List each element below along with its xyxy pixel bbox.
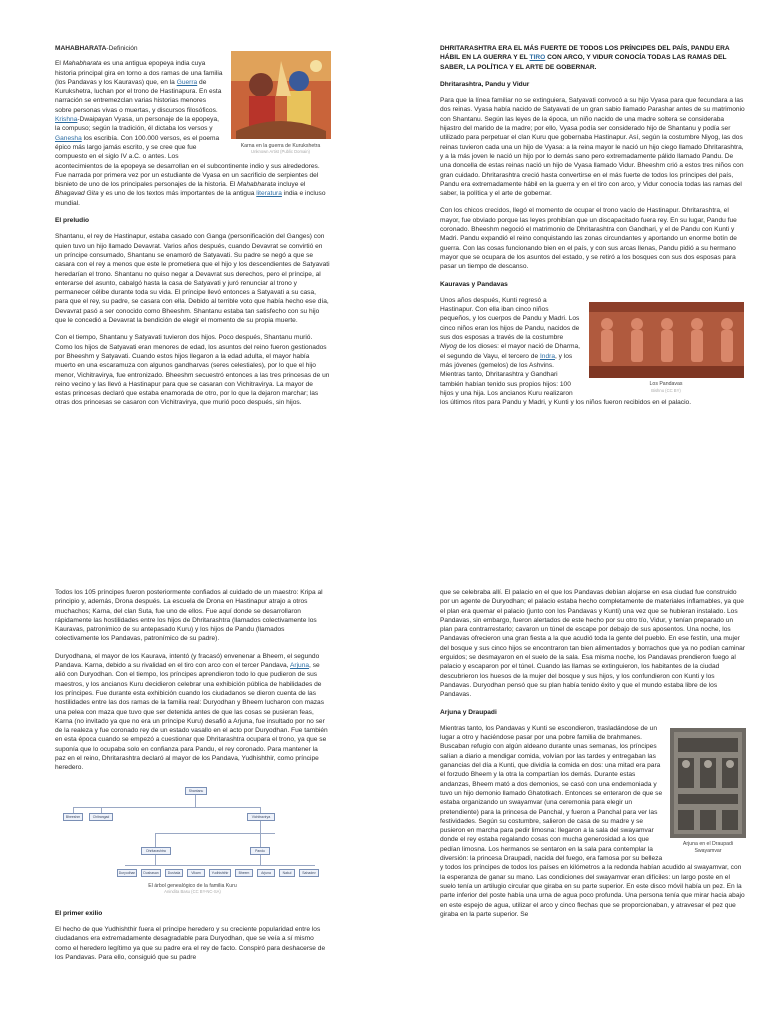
tree-node-kid-7: Arjuna [257, 869, 275, 877]
dhritarashtra-paragraph-2: Con los chicos crecidos, llegó el momento de ocupar el trono vacío de Hastinapur. Dhritarashtra, el mayor, fue obviado porque las leyes prohibían que un discapacitado fuera rey. En su lugar, Pandu fue coronado. Bheeshm negoció el matrimonio de Dhritarashtra con Gandhari, y el de Pandu con Kunti y Madri. Pandu expandió el reino conquistando las zonas circundantes y aportando un enorme botín de guerra. Con las cosas funcionando bien en el país, y con sus arcas llenas, Pandu pidió a su hermano mayor que se ocupara de los asuntos del estado, y se retiró a los bosques con sus dos esposas para pasar un tiempo de descanso. [440, 207, 737, 271]
karna-caption: Karna en la guerra de Kurukshetra [240, 142, 321, 149]
figure-pandavas [587, 302, 745, 393]
pandavas-relief [589, 302, 744, 378]
tree-node-kid-3: Dushala [165, 869, 183, 877]
section-title-primer-exilio: El primer exilio [55, 909, 103, 917]
link-krishna[interactable]: Krishna [55, 116, 78, 124]
family-tree-figure [55, 781, 330, 899]
tree-node-kid-6: Bheem [235, 869, 253, 877]
primer-exilio-paragraph: El hecho de que Yudhishthir fuera el príncipe heredero y su creciente popularidad entre los ciudadanos era extremadamente desagradable para Duryodhan, que se veía a sí mismo como el heredero legítimo ya que su padre era el rey de facto. Conspiró para deshacerse de los Pandavas. Para ello, consiguió que su padre [55, 925, 326, 961]
dhritarashtra-paragraph-1: Para que la línea familiar no se extinguiera, Satyavati convocó a su hijo Vyasa para que fecundara a las dos reinas. Vyasa había nacido de Satyavati de un gran sabio llamado Parashar antes de su matrimonio con Shantanu. Según las leyes de la época, un niño nacido de una madre soltera se consideraba hijastro del marido de la madre; por ello, Vyasa podía ser considerado hijo de Shantanu y podía ser utilizado para perpetuar el clan Kuru que gobernaba Hastinapur. Así, según la costumbre Niyog, las dos reinas tuvieron cada una un hijo de Vyasa: a la reina mayor le nació un hijo ciego llamado Dhritarashtra, y a la más joven le nació un hijo por lo demás sano pero extremadamente pálido llamado Pandu. De una doncella de estas reinas nació un hijo de Vyasa llamado Vidur. Bheeshm crió a estos tres niños con gran cuidado. Dhritarashtra creció hasta convertirse en el más fuerte de todos los príncipes del país, Pandu era extremadamente hábil en la guerra y en el tiro con arco, y Vidur conocía todas las ramas del saber, la política y el arte de gobernar. [440, 97, 745, 198]
page1-right-column [440, 44, 745, 415]
tree-node-kid-2: Dushasan [141, 869, 161, 877]
tree-node-shantanu: Shantanu [185, 787, 207, 795]
tree-node-dhritarashtra: Dhritarashtra [141, 847, 171, 855]
arjuna-caption: Arjuna en el Draupadi Swayamvar [682, 841, 734, 854]
kauravas-paragraph: Unos años después, Kunti regresó a Hastinapur. Con ella iban cinco niños pequeños, y los cuerpos de Pandu y Madri. Los cinco niños eran los hijos de Pandu, nacidos de sus dos esposas a través de la costumbre Niyog de los dioses: el mayor nació de Dharma, el segundo de Vayu, el tercero de Indra, y los más jóvenes (gemelos) de los Ashvins. Mientras tanto, Dhritarashtra y Gandhari también habían tenido sus propios hijos: 100 hijos y una hija. Los ancianos Kuru realizaron los últimos ritos para Pandu y Madri, y Kunti y los niños fueron recibidos en el palacio. [440, 296, 692, 407]
figure-karna [229, 51, 332, 154]
pandavas-caption: Los Pandavas [649, 381, 683, 388]
lead-quote: DHRITARASHTRA ERA EL MÁS FUERTE DE TODOS LOS PRÍNCIPES DEL PAÍS, PANDU ERA HÁBIL EN LA GUERRA Y EL TIRO CON ARCO, Y VIDUR CONOCÍA TODAS LAS RAMAS DEL SABER, LA POLÍTICA Y EL ARTE DE GOBERNAR. [440, 45, 730, 71]
tree-node-kid-1: Duryodhan [118, 870, 136, 875]
page2-paragraph-2: Duryodhana, el mayor de los Kaurava, intentó (y fracasó) envenenar a Bheem, el segundo Pandava. Karna, debido a su rivalidad en el tiro con arco con el tercer Pandava, Arjuna, se alió con Duryodhan. Con el tiempo, los príncipes aprendieron todo lo que pudieron de sus maestros, y los ancianos Kuru decidieron celebrar una exhibición pública de habilidades de los príncipes. Fue durante esta exhibición cuando los ciudadanos se dieron cuenta de las hostilidades entre las dos ramas de la familia real: Duryodhan y Bheem lucharon con mazas una pelea con maza que tuvo que ser detenida antes de que las cosas se pusieran feas, Karna (no invitado ya que no era un príncipe Kuru) desafió a Arjuna, fue insultado por no ser de la realeza y fue coronado rey de un estado vasallo en el acto por Duryodhan. Fue también en esta época cuando se empezó a cuestionar que Dhritarashtra ocupara el trono, ya que se suponía que lo ocupaba solo en confianza para Pandu, el rey coronado. Para mantener la paz en el reino, Dhritarashtra declaró al mayor de los Pandava, Yudhishthir, como príncipe heredero. [55, 652, 328, 772]
article-heading: MAHABHARATA-Definición [55, 45, 138, 52]
link-arjuna[interactable]: Arjuna [289, 662, 310, 670]
section-title-arjuna: Arjuna y Draupadi [440, 708, 497, 716]
figure-arjuna [669, 728, 747, 854]
link-ganesha[interactable]: Ganesha [55, 134, 82, 142]
link-literatura[interactable]: literatura [256, 190, 282, 198]
page2-right-paragraph-1: que se celebraba allí. El palacio en el que los Pandavas debían alojarse en esa ciudad fue construido por un agente de Duryodhan; el palacio estaba hecho completamente de materiales inflamables, ya que el plan era quemar el palacio (junto con los Pandavas y Kunti) una vez que se hubieran instalado. Los Pandavas, sin embargo, fueron alertados de este hecho por su otro tío, Vidur, y tenían preparado un plan para contrarrestarlo; cavaron un túnel de escape por debajo de sus aposentos. Una noche, los Pandavas ofrecieron una gran fiesta a la que acudió toda la gente del pueblo. En ese festín, una mujer del bosque y sus cinco hijos se encontraron tan bien alimentados y borrachos que ya no podían caminar erguidos; se desmayaron en el suelo de la sala. Esa misma noche, los Pandavas prendieron fuego al palacio y escaparon por el túnel. Cuando las llamas se extinguieron, los habitantes de la ciudad descubrieron los huesos de la mujer del bosque y sus hijos, y los confundieron con Kunti y los Pandavas. Duryodhan pensó que su plan había tenido éxito y que el mundo estaba libre de los Pandavas. [440, 589, 745, 699]
section-title-dhritarashtra: Dhritarashtra, Pandu y Vidur [440, 80, 530, 88]
tree-credit: Anindita Basu (CC BY-NC-SA) [164, 889, 221, 895]
link-indra[interactable]: Indra [539, 352, 555, 360]
preludio-paragraph-1: Shantanu, el rey de Hastinapur, estaba casado con Ganga (personificación del Ganges) con quien tuvo un hijo llamado Devavrat. Varios años después, cuando Devavrat se convirtió en un príncipe consumado, Shantanu se enamoró de Satyavati. Su padre se negó a que se casara con el rey a menos que este le prometiera que el hijo y los descendientes de Satyavati heredarían el trono. Shantanu no quiso negar a Devavrat sus derechos, pero el príncipe, al enterarse del asunto, cabalgó hasta la casa de Satyavati y juró renunciar al trono y permanecer célibe durante toda su vida. El príncipe llevó entonces a Satyavati a su casa, para que el rey, su padre, se casara con ella. Debido al terrible voto que había hecho ese día, Devavrat pasó a ser conocido como Bheeshm. Shantanu estaba tan satisfecho con su hijo que le concedió a Devavrat la bendición de elegir el momento de su propia muerte. [55, 233, 330, 325]
arjuna-carving [670, 728, 746, 838]
tree-caption: El árbol genealógico de la familia Kuru [148, 882, 237, 889]
pandavas-credit: Bishnu (CC BY) [651, 387, 681, 393]
tree-node-kid-4: Vikarn [187, 869, 205, 877]
page1-left-column [55, 44, 330, 416]
section-title-kauravas: Kauravas y Pandavas [440, 280, 508, 288]
page2-paragraph-1: Todos los 105 príncipes fueron posteriormente confiados al cuidado de un maestro: Kripa al principio y, además, Drona después. La escuela de Drona en Hastinapur atrajo a otros muchachos; Karna, del clan Suta, fue uno de ellos. Fue aquí donde se desarrollaron rápidamente las hostilidades entre los hijos de Dhritarashtra (llamados colectivamente los Kauravas, patronímico de su antepasado Kuru) y los hijos de Pandu (llamados colectivamente los Pandavas, patronímico de su padre). [55, 589, 323, 643]
karna-painting [231, 51, 331, 139]
page-2 [0, 512, 768, 1024]
link-guerra[interactable]: Guerra [176, 78, 198, 86]
link-tiro[interactable]: TIRO [529, 54, 546, 62]
tree-node-vichitravirya: Vichitravirya [247, 813, 275, 821]
tree-node-pandu: Pandu [250, 847, 270, 855]
page2-left-column [55, 588, 330, 970]
tree-node-kid-8: Nakul [279, 869, 295, 877]
karna-credit: Unknown Artist (Public Domain) [251, 149, 310, 155]
tree-node-kid-9: Sahadev [299, 869, 319, 877]
page2-right-column [440, 588, 745, 927]
preludio-paragraph-2: Con el tiempo, Shantanu y Satyavati tuvieron dos hijos. Poco después, Shantanu murió. Como los hijos de Satyavati eran menores de edad, los asuntos del reino fueron gestionados por Bheeshm y Satyavati. Cuando estos hijos llegaron a la edad adulta, el mayor había muerto en una escaramuza con algunos gandharvas (seres celestiales), por lo que el hijo menor, Vichitravirya, fue entronizado. Bheeshm secuestró entonces a las tres princesas de un reino vecino y las llevó a Hastinapur para que se casaran con Vichitravirya. La mayor de estas princesas declaró que estaba enamorada de otro, por lo que la dejaron marchar; las otras dos princesas se casaron con Vichitravirya, que murió poco después, sin hijos. [55, 334, 330, 407]
page-1 [0, 0, 768, 510]
section-title-preludio: El preludio [55, 217, 90, 225]
tree-node-chitrangad: Chitrangad [89, 813, 113, 821]
intro-paragraph: El Mahabharata es una antigua epopeya india cuya historia principal gira en torno a dos ramas de una familia (los Pandavas y los Kauravas) que, en la Guerra de Kurukshetra, luchan por el trono de Hastinapura. En esta narración se entremezclan varias historias menores sobre personas vivas o muertas, y discursos filosóficos. Krishna-Dwaipayan Vyasa, un personaje de la epopeya, la compuso; según la tradición, él dictaba los versos y Ganesha los escribía. Con 100.000 versos, es el poema épico más largo jamás escrito, y se cree que fue compuesto en el siglo IV a.C. o antes. Los acontecimientos de la epopeya se desarrollan en el subcontinente indio y sus alrededores. Fue narrada por primera vez por un estudiante de Vyasa en un sacrificio de serpientes del bisnieto de uno de los principales personajes de la historia. El Mahabharata incluye el Bhagavad Gita y es uno de los textos más importantes de la antigua literatura india e incluso mundial. [55, 60, 326, 207]
arjuna-paragraph: Mientras tanto, los Pandavas y Kunti se escondieron, trasladándose de un lugar a otro y haciéndose pasar por una pobre familia de brahmanes. Buscaban refugio con algún aldeano durante unas semanas, los príncipes salían a diario a mendigar comida, volvían por las tardes y entregaban las ganancias del día a Kunti, que dividía la comida en dos: una mitad era para el forzudo Bheem y la otra la compartían los demás. Durante estas andanzas, Bheem mató a dos demonios, se casó con una endemoniada y tuvo un hijo demonio llamado Ghatotkach. Entonces se enteraron de que se estaba organizando un swayamvar (una ceremonia para elegir un pretendiente) para la princesa de Panchal, y fueron a Panchal para ver las festividades. Según su costumbre, salieron de casa de su madre y se pusieron en marcha para pedir limosna: llegaron a la sala del swayamvar donde el rey estaba regalando cosas con mucha generosidad a los que pedían limosna. Los hermanos se sentaron en la sala para contemplar la diversión: la princesa Draupadi, nacida del fuego, era famosa por su belleza y todos los príncipes de todos los países en kilómetros a la redonda habían acudido al swayamvar, con la esperanza de ganar su mano. Las condiciones del swayamvar eran difíciles: un largo poste en el suelo tenía un artilugio circular que giraba en su parte superior. En este disco móvil había un pez. En la parte inferior del poste había una urna de agua poco profunda. Una persona tenía que mirar hacia abajo en este espejo de agua, utilizar el arco y cinco flechas que se proporcionaban, y atravesar el pez que giraba en la parte superior. Se [440, 724, 745, 918]
tree-node-bheeshm: Bheeshm [63, 813, 83, 821]
tree-node-kid-5: Yudhishthir [209, 869, 231, 877]
